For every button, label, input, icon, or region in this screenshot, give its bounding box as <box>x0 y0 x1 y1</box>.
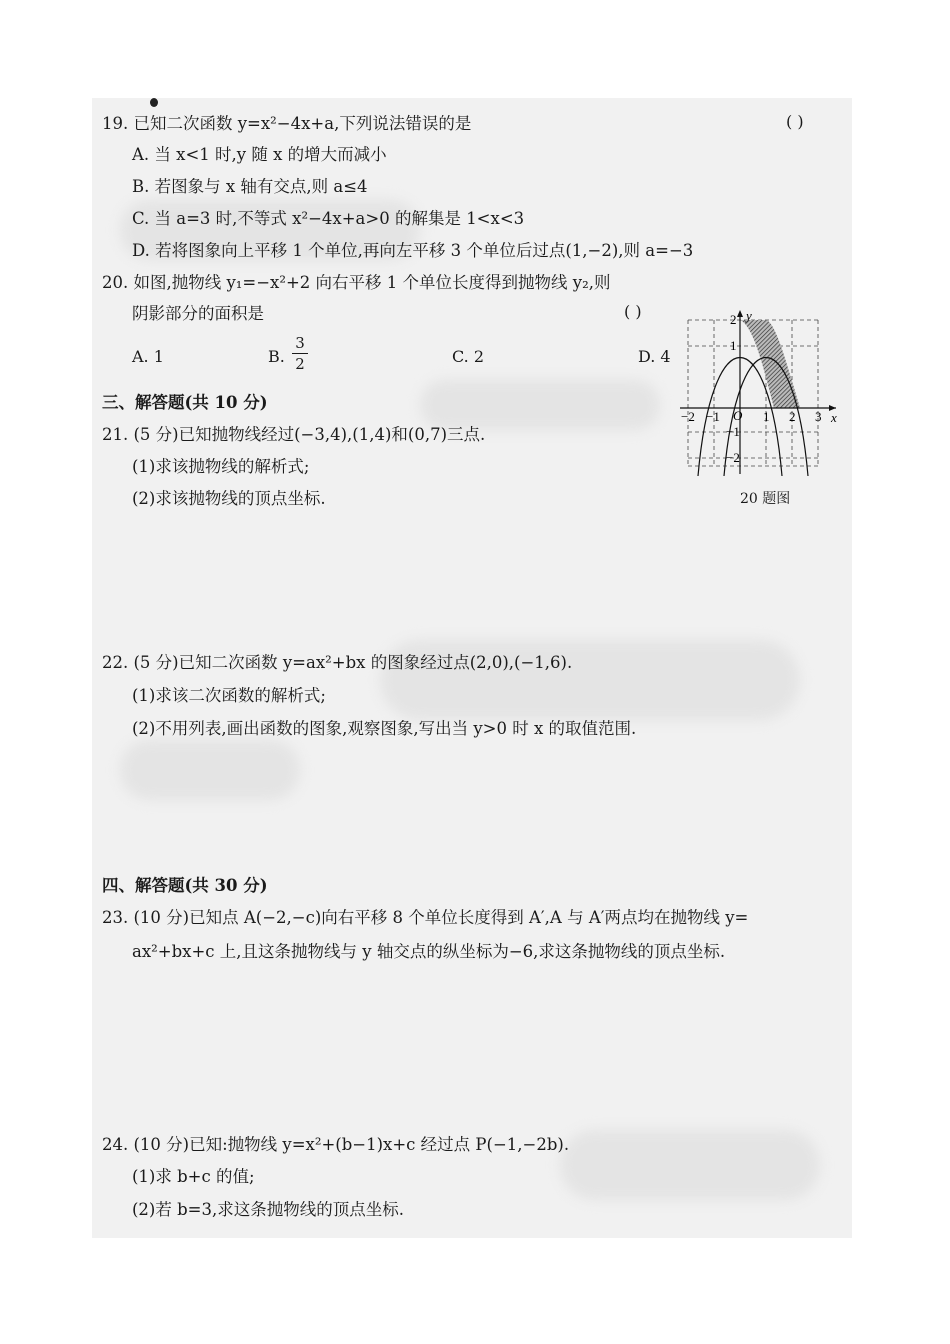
q19-option-b: B. 若图象与 x 轴有交点,则 a≤4 <box>132 177 368 196</box>
ink-dot <box>150 98 158 107</box>
q20-option-b-fraction <box>292 334 308 373</box>
q19-stem: 19. 已知二次函数 y=x²−4x+a,下列说法错误的是 <box>102 114 472 133</box>
q23-line2: ax²+bx+c 上,且这条抛物线与 y 轴交点的纵坐标为−6,求这条抛物线的顶点坐标. <box>132 942 726 961</box>
x-tick-label: 2 <box>789 409 796 424</box>
q24-stem: 24. (10 分)已知:抛物线 y=x²+(b−1)x+c 经过点 P(−1,−2b). <box>102 1135 570 1154</box>
x-axis-label: x <box>831 410 837 425</box>
shaded-region <box>740 320 800 408</box>
q24-part2: (2)若 b=3,求这条抛物线的顶点坐标. <box>132 1200 404 1219</box>
grid-lines <box>688 320 818 466</box>
x-tick-label: −1 <box>706 409 720 424</box>
q24-part1: (1)求 b+c 的值; <box>132 1167 255 1186</box>
y-axis-label: y <box>746 308 752 323</box>
origin-label: O <box>733 408 743 423</box>
fraction-denominator: 2 <box>295 355 305 373</box>
x-tick-label: 3 <box>815 409 822 424</box>
scan-smudge <box>560 1130 820 1200</box>
q21-stem: 21. (5 分)已知抛物线经过(−3,4),(1,4)和(0,7)三点. <box>102 425 486 444</box>
q20-option-d: D. 4 <box>638 347 671 366</box>
q20-option-c: C. 2 <box>452 347 485 366</box>
y-axis-arrow <box>737 310 743 317</box>
q20-parabola-figure <box>676 308 846 480</box>
q22-part2: (2)不用列表,画出函数的图象,观察图象,写出当 y>0 时 x 的取值范围. <box>132 719 637 738</box>
q23-line1: 23. (10 分)已知点 A(−2,−c)向右平移 8 个单位长度得到 A′,A 与 A′两点均在抛物线 y= <box>102 908 749 927</box>
q20-figure-caption: 20 题图 <box>740 491 791 507</box>
section3-heading: 三、解答题(共 10 分) <box>102 393 268 412</box>
q20-stem-line2: 阴影部分的面积是 <box>132 304 264 323</box>
fraction-bar <box>292 353 308 354</box>
q22-stem: 22. (5 分)已知二次函数 y=ax²+bx 的图象经过点(2,0),(−1,6). <box>102 653 573 672</box>
q19-option-c: C. 当 a=3 时,不等式 x²−4x+a>0 的解集是 1<x<3 <box>132 209 525 228</box>
y-tick-label: −2 <box>726 450 740 465</box>
q22-part1: (1)求该二次函数的解析式; <box>132 686 326 705</box>
q19-option-d: D. 若将图象向上平移 1 个单位,再向左平移 3 个单位后过点(1,−2),则 a=−3 <box>132 241 694 260</box>
y-tick-label: 2 <box>730 312 737 327</box>
q21-part2: (2)求该抛物线的顶点坐标. <box>132 489 326 508</box>
scan-smudge <box>120 740 300 800</box>
x-tick-label: −2 <box>681 409 695 424</box>
fraction-numerator: 3 <box>295 334 305 352</box>
q20-option-a: A. 1 <box>132 347 164 366</box>
q20-answer-paren: ( ) <box>624 302 642 321</box>
q20-option-b-label: B. <box>268 347 285 366</box>
y-tick-label: −1 <box>726 424 740 439</box>
q19-answer-paren: ( ) <box>786 112 804 131</box>
q21-part1: (1)求该抛物线的解析式; <box>132 457 310 476</box>
q20-stem-line1: 20. 如图,抛物线 y₁=−x²+2 向右平移 1 个单位长度得到抛物线 y₂,则 <box>102 273 611 292</box>
section4-heading: 四、解答题(共 30 分) <box>102 876 268 895</box>
x-tick-label: 1 <box>763 409 770 424</box>
y-tick-label: 1 <box>730 338 737 353</box>
q19-option-a: A. 当 x<1 时,y 随 x 的增大而减小 <box>132 145 387 164</box>
